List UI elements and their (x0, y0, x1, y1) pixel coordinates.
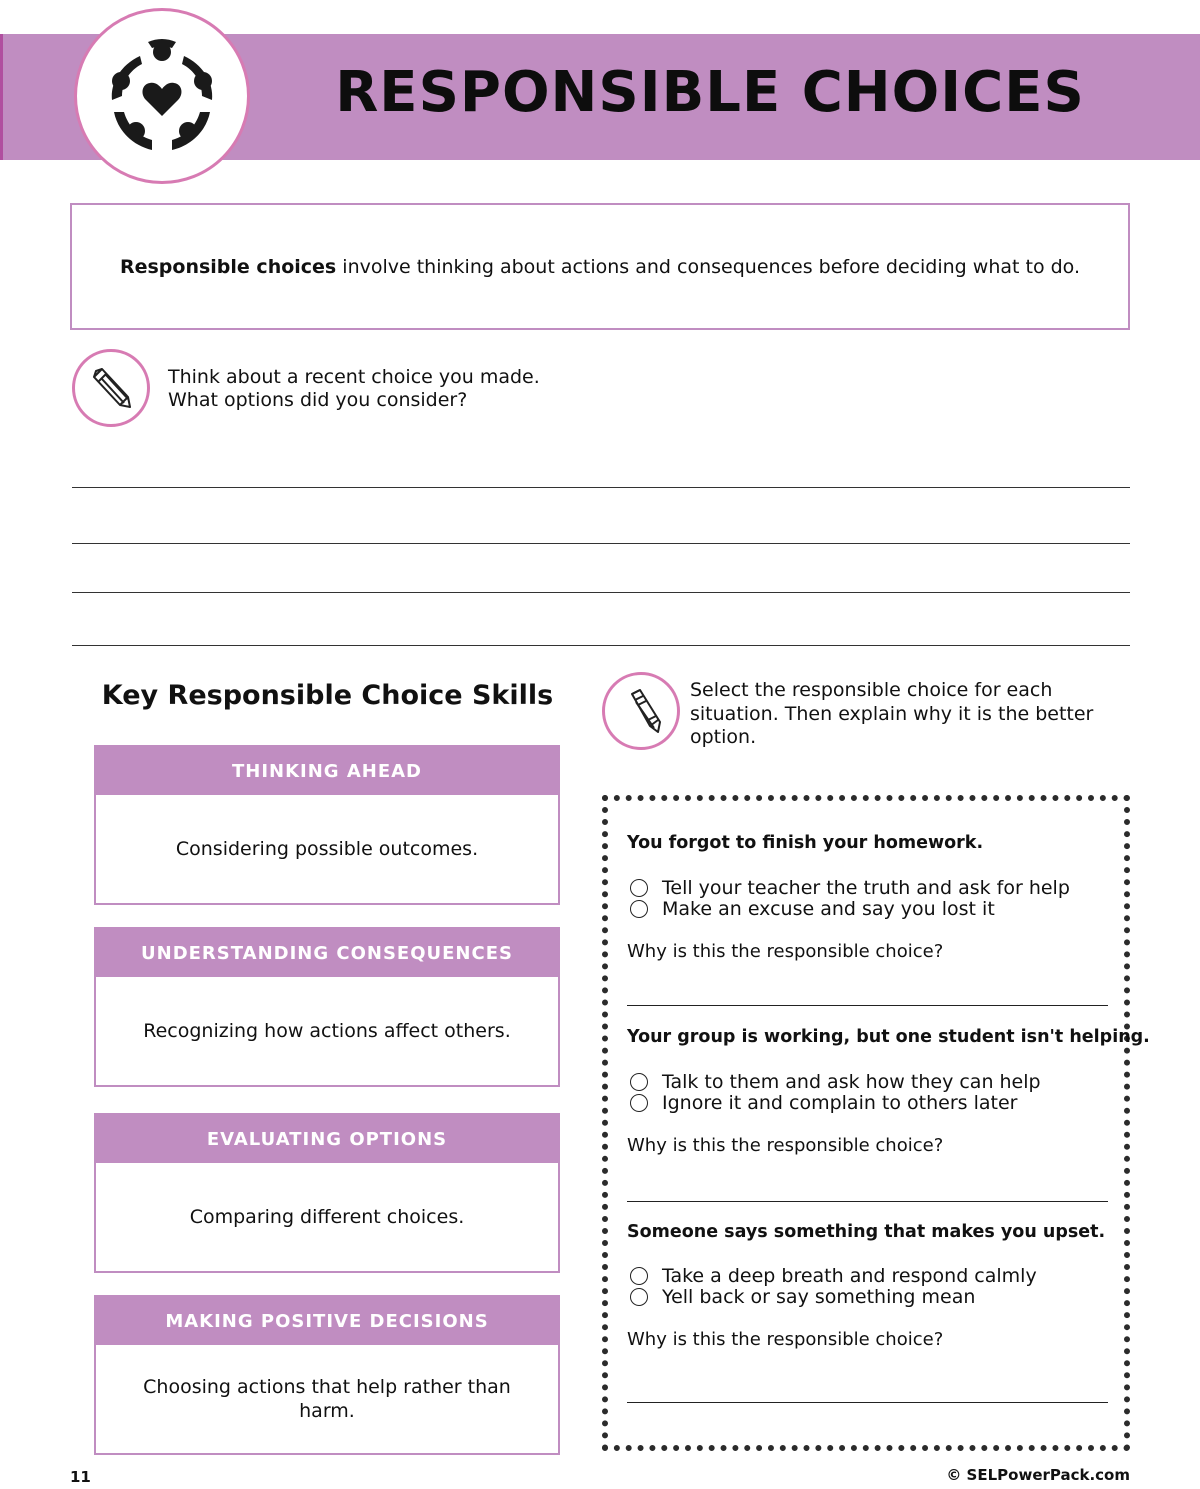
option-label: Take a deep breath and respond calmly (662, 1265, 1037, 1287)
why-prompt: Why is this the responsible choice? (627, 941, 944, 962)
definition-box (70, 203, 1130, 330)
reflection-prompt (168, 366, 540, 412)
radio-button[interactable] (630, 1073, 648, 1091)
radio-button[interactable] (630, 900, 648, 918)
crayon-icon (618, 688, 664, 734)
skill-description: Considering possible outcomes. (175, 838, 479, 860)
skill-heading: EVALUATING OPTIONS (96, 1115, 558, 1163)
answer-line[interactable] (627, 1201, 1108, 1202)
community-heart-icon (102, 36, 222, 156)
radio-button[interactable] (630, 879, 648, 897)
option-label: Tell your teacher the truth and ask for help (662, 877, 1070, 899)
skill-description: Recognizing how actions affect others. (143, 1020, 511, 1042)
writing-line[interactable] (72, 543, 1130, 544)
definition-text (120, 256, 1080, 278)
answer-line[interactable] (627, 1402, 1108, 1403)
writing-line[interactable] (72, 645, 1130, 646)
scenario-situation: You forgot to finish your homework. (627, 833, 984, 853)
skill-description: Choosing actions that help rather than harm. (143, 1376, 511, 1422)
option-label: Yell back or say something mean (662, 1286, 976, 1308)
skill-heading: UNDERSTANDING CONSEQUENCES (96, 929, 558, 977)
logo-badge (74, 8, 250, 184)
scenario-option[interactable] (630, 1265, 1037, 1287)
scenario-situation: Someone says something that makes you upset. (627, 1222, 1106, 1242)
radio-button[interactable] (630, 1267, 648, 1285)
option-label: Talk to them and ask how they can help (662, 1071, 1041, 1093)
page-title: RESPONSIBLE CHOICES (335, 60, 1085, 125)
reflection-line-1: Think about a recent choice you made. (168, 366, 540, 388)
skills-heading: Key Responsible Choice Skills (101, 680, 554, 711)
scenario-option[interactable] (630, 1071, 1041, 1093)
scenario-option[interactable] (630, 898, 995, 920)
why-prompt: Why is this the responsible choice? (627, 1135, 944, 1156)
scenario-option[interactable] (630, 877, 1070, 899)
skill-card-thinking-ahead (94, 745, 560, 905)
definition-body: involve thinking about actions and consequences before deciding what to do. (336, 255, 1081, 278)
reflection-line-2: What options did you consider? (168, 389, 468, 411)
copyright-notice: © SELPowerPack.com (946, 1466, 1130, 1484)
definition-term: Responsible choices (119, 255, 337, 278)
skill-heading: MAKING POSITIVE DECISIONS (96, 1297, 558, 1345)
radio-button[interactable] (630, 1094, 648, 1112)
banner-edge (0, 34, 3, 160)
skill-card-understanding-consequences (94, 927, 560, 1087)
pencil-icon (88, 365, 134, 411)
scenario-option[interactable] (630, 1092, 1017, 1114)
answer-line[interactable] (627, 1005, 1108, 1006)
writing-line[interactable] (72, 487, 1130, 488)
skill-description: Comparing different choices. (189, 1206, 465, 1228)
why-prompt: Why is this the responsible choice? (627, 1329, 944, 1350)
activity-instructions: Select the responsible choice for each situation. Then explain why it is the better option. (690, 679, 1094, 748)
skill-card-making-positive-decisions (94, 1295, 560, 1455)
crayon-badge (602, 672, 680, 750)
scenario-situation: Your group is working, but one student isn't helping. (627, 1027, 1150, 1047)
pencil-badge (72, 349, 150, 427)
skill-heading: THINKING AHEAD (96, 747, 558, 795)
radio-button[interactable] (630, 1288, 648, 1306)
option-label: Ignore it and complain to others later (662, 1092, 1018, 1114)
page-number: 11 (70, 1468, 91, 1486)
writing-line[interactable] (72, 592, 1130, 593)
option-label: Make an excuse and say you lost it (662, 898, 995, 920)
scenario-option[interactable] (630, 1286, 975, 1308)
skill-card-evaluating-options (94, 1113, 560, 1273)
